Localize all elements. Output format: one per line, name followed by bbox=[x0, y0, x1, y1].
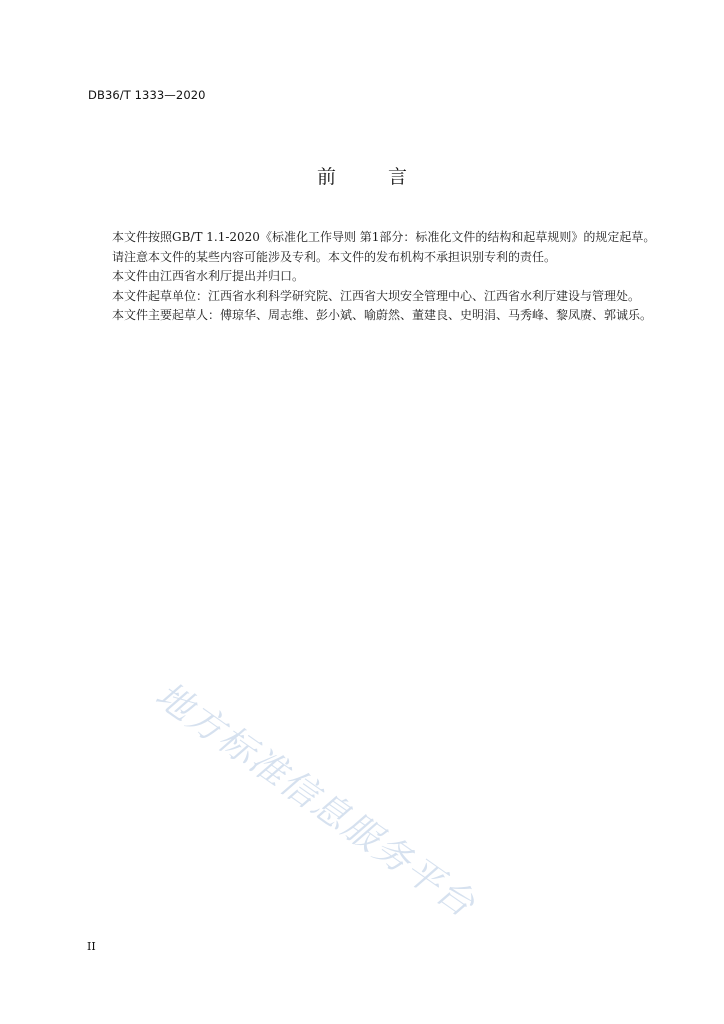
paragraph-patent-notice: 请注意本文件的某些内容可能涉及专利。本文件的发布机构不承担识别专利的责任。 bbox=[112, 249, 557, 264]
paragraph-drafting-units: 本文件起草单位：江西省水利科学研究院、江西省大坝安全管理中心、江西省水利厅建设与管理处。 bbox=[112, 288, 641, 303]
title-char-1: 前 bbox=[316, 166, 336, 188]
document-code: DB36/T 1333—2020 bbox=[88, 88, 206, 102]
title-char-2: 言 bbox=[388, 166, 408, 188]
page-title bbox=[0, 162, 724, 189]
paragraph-proposer: 本文件由江西省水利厅提出并归口。 bbox=[112, 269, 305, 283]
watermark-text: 地方标准信息服务平台 bbox=[147, 674, 483, 927]
paragraph-drafters: 本文件主要起草人：傅琼华、周志维、彭小斌、喻蔚然、董建良、史明涓、马秀峰、黎凤赓、郭诚乐。 bbox=[112, 308, 653, 322]
page-number: II bbox=[87, 940, 96, 953]
foreword-body bbox=[88, 228, 660, 326]
paragraph-drafting-rules: 本文件按照GB/T 1.1-2020《标准化工作导则 第1部分：标准化文件的结构和起草规则》的规定起草。 bbox=[112, 230, 656, 244]
